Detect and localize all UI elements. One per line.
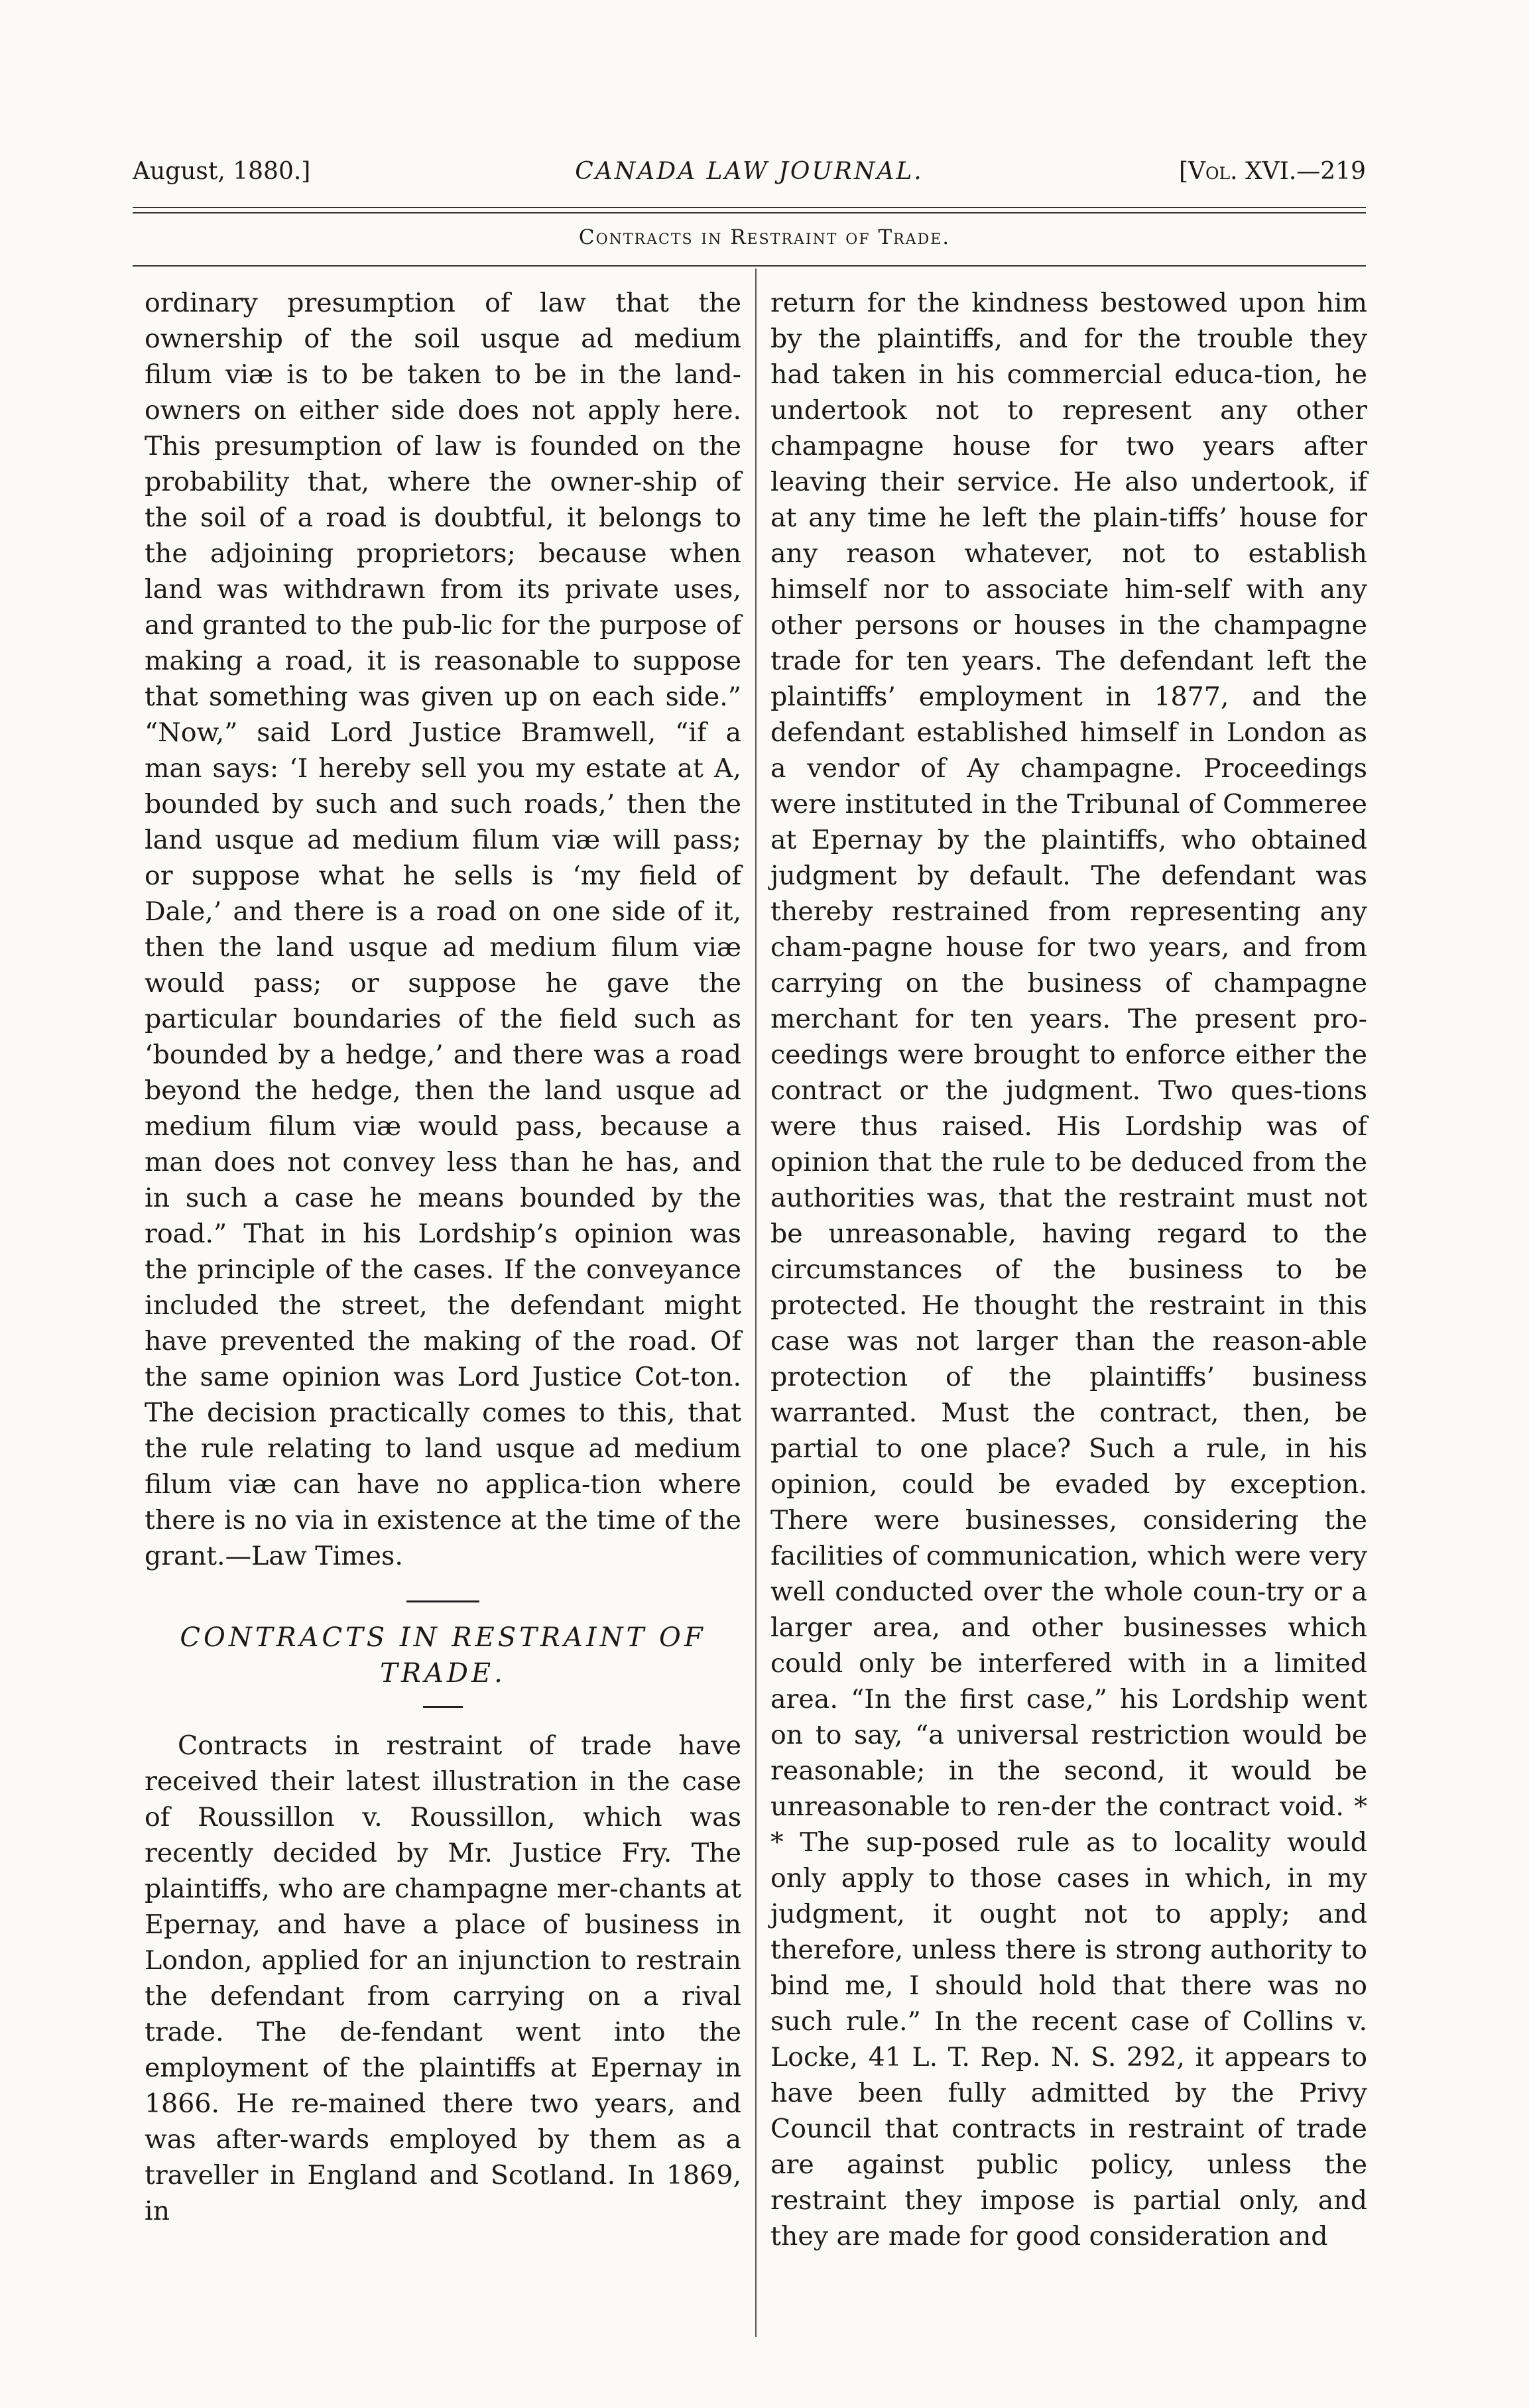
left-paragraph-continuation: ordinary presumption of law that the ownership of the soil usque ad medium filum viæ is to be taken to be in the land-owners on either side does not apply here. This presumption of law is founded on the probability that, where the owner-ship of the soil of a road is doubtful, it belongs to the adjoining proprietors; because when land was withdrawn from its private uses, and granted to the pub-lic for the purpose of making a road, it is reasonable to suppose that something was given up on each side.” “Now,” said Lord Justice Bramwell, “if a man says: ‘I hereby sell you my estate at A, bounded by such and such roads,’ then the land usque ad medium filum viæ will pass; or suppose what he sells is ‘my field of Dale,’ and there is a road on one side of it, then the land usque ad medium filum viæ would pass; or suppose he gave the particular boundaries of the field such as ‘bounded by a hedge,’ and there was a road beyond the hedge, then the land usque ad medium filum viæ would pass, because a man does not convey less than he has, and in such a case he means bounded by the road.” That in his Lordship’s opinion was the principle of the cases. If the conveyance included the street, the defendant might have prevented the making of the road. Of the same opinion was Lord Justice Cot-ton. The decision practically comes to this, that the rule relating to land usque ad medium filum viæ can have no applica-tion where there is no via in existence at the time of the grant.—Law Times. [145,288,741,1571]
left-column [145,285,741,2229]
article-first-paragraph: Contracts in restraint of trade have received their latest illustration in the case of Roussillon v. Roussillon, which was recently decided by Mr. Justice Fry. The plaintiffs, who are champagne mer-chants at Epernay, and have a place of business in London, applied for an injunction to restrain the defendant from carrying on a rival trade. The de-fendant went into the employment of the plaintiffs at Epernay in 1866. He re-mained there two years, and was after-wards employed by them as a traveller in England and Scotland. In 1869, in [145,1730,741,2226]
article-title-line-1: CONTRACTS IN RESTRAINT OF [180,1622,706,1653]
title-underline-rule [423,1706,463,1708]
journal-title: CANADA LAW JOURNAL. [575,158,924,185]
section-rule [133,265,1366,267]
running-head [133,158,1366,198]
article-title [145,1620,741,1691]
volume-page-number: [Vol. XVI.—219 [1178,158,1366,185]
column-divider [755,269,757,2337]
right-column [770,285,1367,2254]
article-separator-rule [406,1600,479,1602]
header-double-rule [133,207,1366,213]
right-paragraph: return for the kindness bestowed upon him by the plaintiffs, and for the trouble they had taken in his commercial educa-tion, he undertook not to represent any other champagne house for two years after leaving their service. He also undertook, if at any time he left the plain-tiffs’ house for any reason whatever, not to establish himself nor to associate him-self with any other persons or houses in the champagne trade for ten years. The defendant left the plaintiffs’ employment in 1877, and the defendant established himself in London as a vendor of Ay champagne. Proceedings were instituted in the Tribunal of Commeree at Epernay by the plaintiffs, who obtained judgment by default. The defendant was thereby restrained from representing any cham-pagne house for two years, and from carrying on the business of champagne merchant for ten years. The present pro-ceedings were brought to enforce either the contract or the judgment. Two ques-tions were thus raised. His Lordship was of opinion that the rule to be deduced from the authorities was, that the restraint must not be unreasonable, having regard to the circumstances of the business to be protected. He thought the restraint in this case was not larger than the reason-able protection of the plaintiffs’ business warranted. Must the contract, then, be partial to one place? Such a rule, in his opinion, could be evaded by exception. There were businesses, considering the facilities of communication, which were very well conducted over the whole coun-try or a larger area, and other businesses which could only be interfered with in a limited area. “In the first case,” his Lordship went on to say, “a universal restriction would be reasonable; in the second, it would be unreasonable to ren-der the contract void. * * The sup-posed rule as to locality would only apply to those cases in which, in my judgment, it ought not to apply; and therefore, unless there is strong authority to bind me, I should hold that there was no such rule.” In the recent case of Collins v. Locke, 41 L. T. Rep. N. S. 292, it appears to have been fully admitted by the Privy Council that contracts in restraint of trade are against public policy, unless the restraint they impose is partial only, and they are made for good consideration and [770,288,1367,2252]
header-date: August, 1880.] [133,158,311,185]
section-heading: Contracts in Restraint of Trade. [578,225,951,249]
article-title-line-2: TRADE. [380,1658,506,1689]
